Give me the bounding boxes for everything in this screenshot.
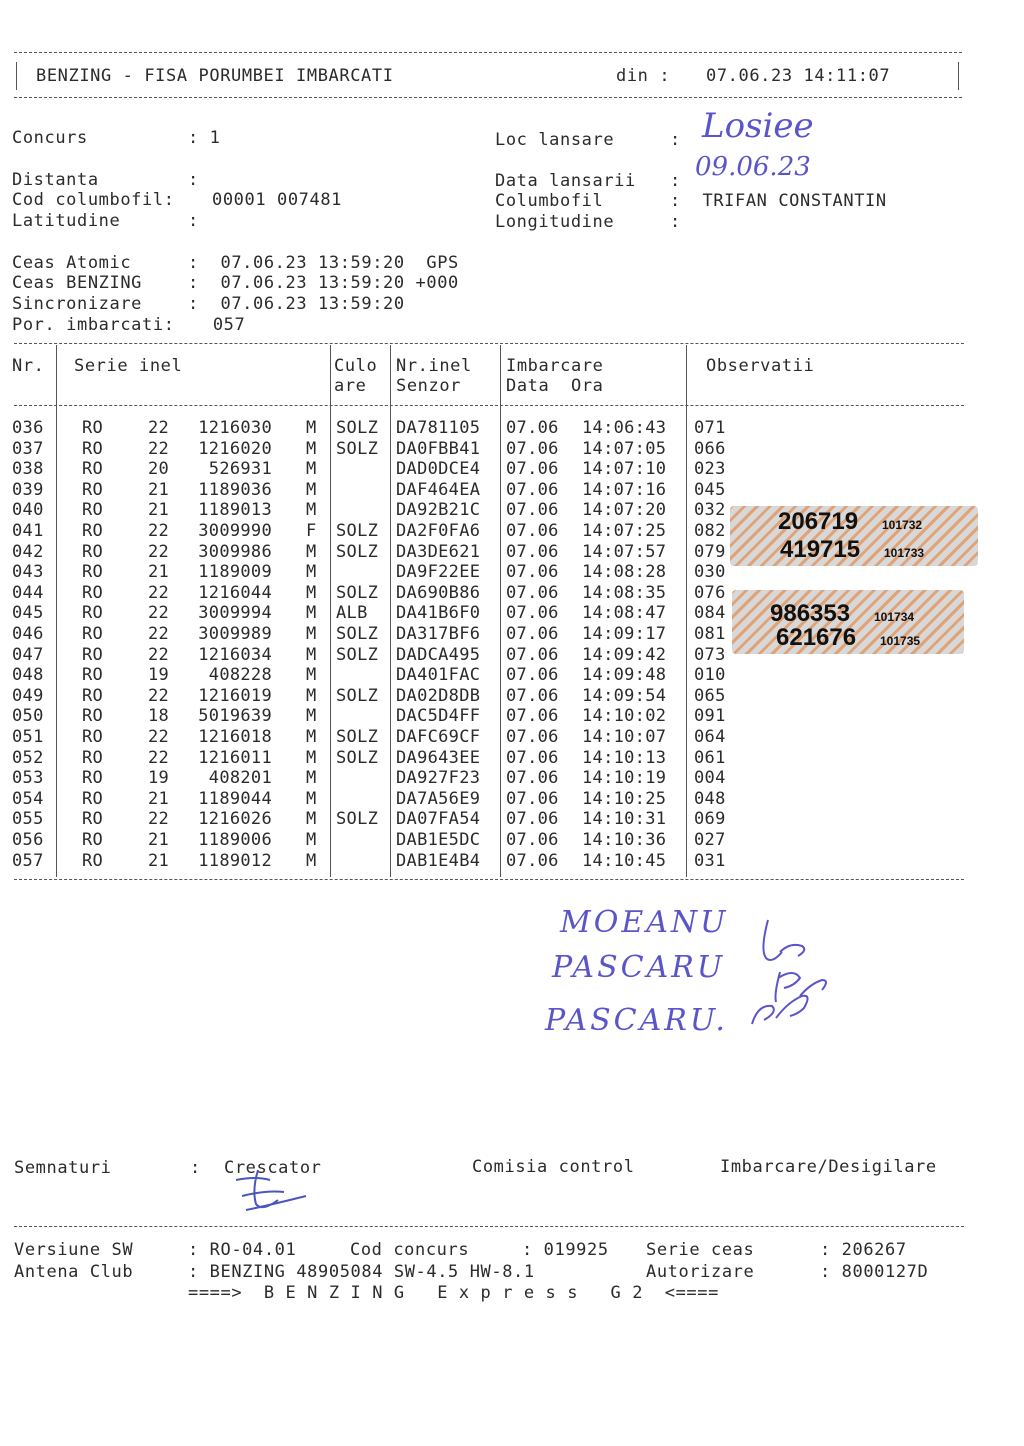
cell-obs: 023 [694,459,726,480]
cell-data: 07.06 [506,768,559,789]
cell-ora: 14:07:25 [582,521,667,541]
cell-inel: 408228 [208,665,272,686]
ceas-atomic-value: : 07.06.23 13:59:20 GPS [188,253,459,273]
cell-obs: 073 [694,644,726,665]
cell-senzor: DA2F0FA6 [396,521,481,541]
document-title: BENZING - FISA PORUMBEI IMBARCATI [36,66,394,86]
col-header-nr-inel: Nr.inel [396,356,472,376]
din-label: din : [616,66,671,86]
cell-inel: 1189009 [198,562,272,583]
cell-nr: 054 [12,788,44,809]
cell-tara: RO [82,418,104,438]
semnaturi-label: Semnaturi [14,1158,112,1178]
concurs-label: Concurs [12,128,88,148]
cell-senzor: DAD0DCE4 [396,459,481,480]
cell-an: 22 [148,644,170,665]
cell-senzor: DA7A56E9 [396,788,481,809]
cell-senzor: DAC5D4FF [396,706,481,727]
cell-culoare: SOLZ [336,747,379,768]
cell-inel: 1216019 [198,685,272,706]
cell-ora: 14:07:16 [582,479,667,500]
cell-culoare: ALB [336,603,368,624]
cell-tara: RO [82,747,104,768]
ceas-benzing-value: : 07.06.23 13:59:20 +000 [188,273,459,293]
col-header-serie-inel: Serie inel [74,356,183,376]
cell-culoare: SOLZ [336,644,379,665]
comisia-control-label: Comisia control [472,1157,635,1177]
cell-sex: M [306,562,317,583]
cell-data: 07.06 [506,747,559,768]
cell-inel: 1189012 [198,850,272,871]
sticker-pair-1 [730,506,978,566]
cell-nr: 056 [12,830,44,850]
cell-obs: 082 [694,521,726,541]
cell-tara: RO [82,562,104,583]
cell-nr: 048 [12,665,44,686]
cell-senzor: DA92B21C [396,500,481,521]
distanta-label: Distanta [12,170,99,190]
cell-tara: RO [82,727,104,747]
cell-obs: 065 [694,685,726,706]
sticker-code: 101734 [874,610,915,624]
cell-senzor: DAB1E4B4 [396,850,481,871]
sticker-code: 101732 [882,518,923,532]
cell-ora: 14:10:19 [582,768,667,789]
cell-tara: RO [82,500,104,521]
cell-inel: 1189006 [198,830,272,850]
sticker-code: 101735 [880,634,921,648]
cell-nr: 040 [12,500,44,521]
cell-tara: RO [82,479,104,500]
cod-concurs-value: : 019925 [522,1240,609,1260]
cell-senzor: DA9643EE [396,747,481,768]
cell-an: 22 [148,685,170,706]
cell-inel: 1189013 [198,500,272,521]
cell-an: 21 [148,562,170,583]
cell-sex: M [306,644,317,665]
data-lansarii-colon: : [670,171,681,191]
signature-marks [740,900,860,1040]
longitudine-value: : [670,212,681,232]
cell-nr: 055 [12,809,44,830]
ceas-atomic-label: Ceas Atomic [12,253,132,273]
cell-sex: M [306,706,317,727]
cell-tara: RO [82,665,104,686]
cell-tara: RO [82,521,104,541]
cell-data: 07.06 [506,521,559,541]
cell-an: 22 [148,809,170,830]
cell-tara: RO [82,603,104,624]
cell-culoare: SOLZ [336,809,379,830]
cell-inel: 5019639 [198,706,272,727]
cell-ora: 14:08:28 [582,562,667,583]
cell-an: 22 [148,603,170,624]
cell-ora: 14:10:45 [582,850,667,871]
cell-obs: 030 [694,562,726,583]
cell-obs: 091 [694,706,726,727]
cell-data: 07.06 [506,459,559,480]
por-imbarcati-label: Por. imbarcati: [12,315,175,335]
cell-inel: 408201 [208,768,272,789]
cell-sex: M [306,768,317,789]
cell-sex: M [306,582,317,603]
cell-an: 19 [148,768,170,789]
cell-obs: 027 [694,830,726,850]
cell-nr: 044 [12,582,44,603]
cell-inel: 3009994 [198,603,272,624]
handwritten-name-2: PASCARU [552,950,726,985]
cell-inel: 1216020 [198,438,272,459]
serie-ceas-label: Serie ceas [646,1240,755,1260]
cell-nr: 053 [12,768,44,789]
cell-nr: 052 [12,747,44,768]
col-header-culoare-1: Culo [334,356,378,376]
cell-culoare: SOLZ [336,727,379,747]
cell-senzor: DA41B6F0 [396,603,481,624]
cod-concurs-label: Cod concurs [350,1240,470,1260]
cell-nr: 037 [12,438,44,459]
ceas-benzing-label: Ceas BENZING [12,273,143,293]
cell-data: 07.06 [506,438,559,459]
cell-sex: M [306,500,317,521]
cell-tara: RO [82,706,104,727]
cell-sex: M [306,788,317,809]
semnaturi-colon: : [190,1158,201,1178]
cell-nr: 039 [12,479,44,500]
cell-ora: 14:09:48 [582,665,667,686]
distanta-value: : [188,170,199,190]
print-datetime: 07.06.23 14:11:07 [706,66,891,86]
cell-inel: 1189044 [198,788,272,809]
cell-data: 07.06 [506,706,559,727]
handwritten-name-3: PASCARU. [545,1003,728,1038]
autorizare-value: : 8000127D [820,1262,929,1282]
cell-ora: 14:10:02 [582,706,667,727]
antena-club-label: Antena Club [14,1262,134,1282]
table-row [0,748,980,768]
cell-data: 07.06 [506,562,559,583]
cell-inel: 1216034 [198,644,272,665]
antena-club-value: : BENZING 48905084 SW-4.5 HW-8.1 [188,1262,535,1282]
columbofil-value: : TRIFAN CONSTANTIN [670,191,887,211]
imbarcare-desigilare-label: Imbarcare/Desigilare [720,1157,937,1177]
cell-an: 20 [148,459,170,480]
cell-inel: 526931 [208,459,272,480]
cell-culoare: SOLZ [336,521,379,541]
cell-obs: 081 [694,624,726,644]
cell-senzor: DADCA495 [396,644,481,665]
cell-data: 07.06 [506,727,559,747]
cell-nr: 041 [12,521,44,541]
cell-tara: RO [82,644,104,665]
cell-nr: 047 [12,644,44,665]
loc-lansare-handwritten: Losiee [702,106,814,146]
cell-nr: 050 [12,706,44,727]
cell-ora: 14:09:17 [582,624,667,644]
cell-nr: 049 [12,685,44,706]
cod-columbofil-label: Cod columbofil: [12,190,175,210]
cell-sex: M [306,479,317,500]
cell-inel: 1189036 [198,479,272,500]
handwritten-name-1: MOEANU [560,905,729,940]
cell-obs: 084 [694,603,726,624]
cell-ora: 14:10:25 [582,788,667,809]
cell-an: 22 [148,521,170,541]
cell-ora: 14:08:47 [582,603,667,624]
concurs-value: : 1 [188,128,221,148]
cell-data: 07.06 [506,624,559,644]
cell-obs: 004 [694,768,726,789]
cell-nr: 042 [12,541,44,562]
cell-culoare: SOLZ [336,624,379,644]
cell-ora: 14:10:07 [582,727,667,747]
cell-sex: F [306,521,317,541]
cell-an: 22 [148,624,170,644]
cell-an: 22 [148,747,170,768]
cell-inel: 3009989 [198,624,272,644]
cell-an: 21 [148,479,170,500]
cell-sex: M [306,830,317,850]
cell-data: 07.06 [506,644,559,665]
cell-inel: 3009986 [198,541,272,562]
cell-senzor: DA781105 [396,418,481,438]
cell-tara: RO [82,788,104,809]
versiune-sw-label: Versiune SW [14,1240,134,1260]
cell-an: 21 [148,500,170,521]
sincronizare-label: Sincronizare [12,294,143,314]
sticker-number: 621676 [776,624,857,651]
cell-an: 22 [148,418,170,438]
cell-ora: 14:08:35 [582,582,667,603]
crescator-signature [228,1166,318,1222]
cell-obs: 079 [694,541,726,562]
cell-senzor: DAB1E5DC [396,830,481,850]
data-lansarii-handwritten: 09.06.23 [695,152,811,182]
cell-ora: 14:07:57 [582,541,667,562]
table-row [0,418,980,438]
cell-culoare: SOLZ [336,541,379,562]
table-row [0,686,980,706]
sticker-pair-2 [732,590,964,654]
cell-sex: M [306,624,317,644]
brand-line: ====> B E N Z I N G E x p r e s s G 2 <==== [188,1283,719,1303]
columbofil-label: Columbofil [495,191,604,211]
cell-ora: 14:09:42 [582,644,667,665]
cell-inel: 1216044 [198,582,272,603]
sticker-number: 206719 [778,508,859,535]
cell-obs: 076 [694,582,726,603]
cell-data: 07.06 [506,418,559,438]
cell-obs: 032 [694,500,726,521]
cell-culoare: SOLZ [336,582,379,603]
col-header-observatii: Observatii [706,356,815,376]
cell-tara: RO [82,809,104,830]
cell-an: 22 [148,438,170,459]
cell-senzor: DA690B86 [396,582,481,603]
cell-senzor: DA0FBB41 [396,438,481,459]
cell-sex: M [306,727,317,747]
cell-obs: 045 [694,479,726,500]
cell-sex: M [306,438,317,459]
cell-data: 07.06 [506,830,559,850]
cell-obs: 066 [694,438,726,459]
cell-senzor: DA07FA54 [396,809,481,830]
cell-tara: RO [82,685,104,706]
sticker-number: 986353 [770,600,851,627]
cell-ora: 14:10:36 [582,830,667,850]
autorizare-label: Autorizare [646,1262,755,1282]
cell-sex: M [306,809,317,830]
cell-data: 07.06 [506,603,559,624]
cell-obs: 071 [694,418,726,438]
cell-obs: 031 [694,850,726,871]
cell-obs: 010 [694,665,726,686]
cell-ora: 14:06:43 [582,418,667,438]
data-lansarii-label: Data lansarii [495,171,636,191]
cell-nr: 057 [12,850,44,871]
cell-ora: 14:07:20 [582,500,667,521]
cell-inel: 1216018 [198,727,272,747]
latitudine-label: Latitudine [12,211,121,231]
table-row [0,480,980,500]
col-header-data-ora: Data Ora [506,376,604,396]
cell-tara: RO [82,438,104,459]
cell-ora: 14:07:10 [582,459,667,480]
table-row [0,809,980,829]
versiune-sw-value: : RO-04.01 [188,1240,297,1260]
col-header-nr: Nr. [12,356,45,376]
cell-sex: M [306,603,317,624]
cell-sex: M [306,850,317,871]
cell-tara: RO [82,850,104,871]
cell-tara: RO [82,624,104,644]
longitudine-label: Longitudine [495,212,615,232]
cell-data: 07.06 [506,500,559,521]
cell-culoare: SOLZ [336,685,379,706]
cell-culoare: SOLZ [336,438,379,459]
crescator-label: Crescator [224,1158,322,1178]
cell-sex: M [306,541,317,562]
cell-tara: RO [82,459,104,480]
cell-an: 21 [148,788,170,809]
cell-ora: 14:10:13 [582,747,667,768]
sincronizare-value: : 07.06.23 13:59:20 [188,294,405,314]
cell-ora: 14:07:05 [582,438,667,459]
por-imbarcati-value: 057 [202,315,246,335]
cell-an: 22 [148,541,170,562]
cell-tara: RO [82,541,104,562]
col-header-culoare-2: are [334,376,367,396]
cell-senzor: DA401FAC [396,665,481,686]
cell-senzor: DA02D8DB [396,685,481,706]
cell-sex: M [306,459,317,480]
cell-ora: 14:09:54 [582,685,667,706]
serie-ceas-value: : 206267 [820,1240,907,1260]
cell-inel: 1216026 [198,809,272,830]
cell-an: 18 [148,706,170,727]
sticker-number: 419715 [780,536,861,563]
latitudine-value: : [188,211,199,231]
cell-obs: 048 [694,788,726,809]
cell-obs: 069 [694,809,726,830]
cell-nr: 051 [12,727,44,747]
table-row [0,789,980,809]
table-row [0,851,980,871]
table-row [0,727,980,747]
cell-data: 07.06 [506,788,559,809]
cell-data: 07.06 [506,665,559,686]
cell-data: 07.06 [506,541,559,562]
cell-tara: RO [82,582,104,603]
table-row [0,665,980,685]
cell-an: 19 [148,665,170,686]
cell-an: 22 [148,727,170,747]
cell-tara: RO [82,768,104,789]
cod-columbofil-value: 00001 007481 [212,190,343,210]
cell-obs: 061 [694,747,726,768]
table-row [0,706,980,726]
cell-nr: 045 [12,603,44,624]
sticker-code: 101733 [884,546,925,560]
cell-tara: RO [82,830,104,850]
table-row [0,459,980,479]
cell-sex: M [306,685,317,706]
cell-senzor: DAF464EA [396,479,481,500]
cell-culoare: SOLZ [336,418,379,438]
cell-senzor: DAFC69CF [396,727,481,747]
cell-ora: 14:10:31 [582,809,667,830]
cell-inel: 1216030 [198,418,272,438]
cell-data: 07.06 [506,809,559,830]
cell-nr: 036 [12,418,44,438]
cell-nr: 043 [12,562,44,583]
table-row [0,830,980,850]
cell-nr: 046 [12,624,44,644]
cell-an: 21 [148,850,170,871]
cell-nr: 038 [12,459,44,480]
cell-senzor: DA927F23 [396,768,481,789]
col-header-senzor: Senzor [396,376,462,396]
cell-sex: M [306,747,317,768]
table-row [0,439,980,459]
cell-obs: 064 [694,727,726,747]
cell-data: 07.06 [506,582,559,603]
table-row [0,768,980,788]
cell-sex: M [306,418,317,438]
cell-data: 07.06 [506,479,559,500]
cell-data: 07.06 [506,685,559,706]
cell-senzor: DA3DE621 [396,541,481,562]
cell-senzor: DA317BF6 [396,624,481,644]
cell-data: 07.06 [506,850,559,871]
cell-an: 22 [148,582,170,603]
cell-inel: 1216011 [198,747,272,768]
cell-inel: 3009990 [198,521,272,541]
loc-lansare-label: Loc lansare [495,130,615,150]
col-header-imbarcare: Imbarcare [506,356,604,376]
cell-senzor: DA9F22EE [396,562,481,583]
cell-sex: M [306,665,317,686]
cell-an: 21 [148,830,170,850]
loc-lansare-colon: : [670,130,681,150]
